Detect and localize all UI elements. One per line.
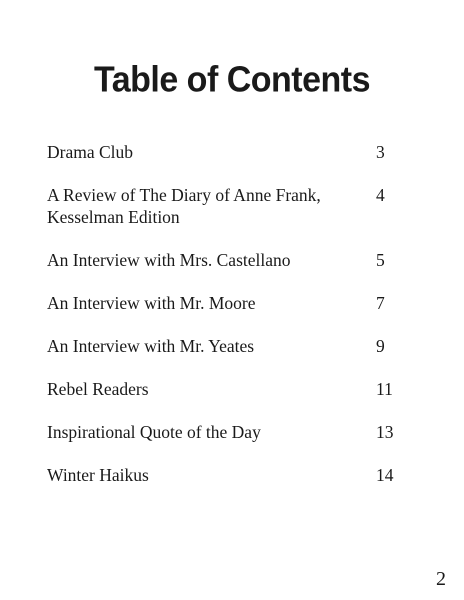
toc-entry-page: 9 bbox=[376, 336, 385, 356]
toc-entry-title: An Interview with Mr. Yeates bbox=[47, 336, 255, 356]
toc-entry bbox=[47, 184, 407, 228]
toc-entry bbox=[47, 141, 407, 163]
table-of-contents bbox=[47, 141, 407, 486]
toc-entry-page: 7 bbox=[376, 293, 385, 313]
toc-entry-page: 11 bbox=[376, 379, 393, 399]
toc-entry-title: Winter Haikus bbox=[47, 465, 149, 485]
toc-entry-page: 3 bbox=[376, 142, 385, 162]
toc-entry-title: Rebel Readers bbox=[47, 379, 149, 399]
toc-entry-title: An Interview with Mrs. Castellano bbox=[47, 250, 291, 270]
toc-entry-page: 5 bbox=[376, 250, 385, 270]
page-number: 2 bbox=[436, 568, 446, 590]
toc-entry bbox=[47, 464, 407, 486]
toc-entry-page: 14 bbox=[376, 465, 394, 485]
page-title: Table of Contents bbox=[93, 59, 371, 100]
toc-entry-title: An Interview with Mr. Moore bbox=[47, 293, 256, 313]
toc-entry-title: Drama Club bbox=[47, 142, 134, 162]
toc-entry-title: A Review of The Diary of Anne Frank, Kesselman Edition bbox=[47, 185, 321, 227]
toc-entry bbox=[47, 249, 407, 271]
toc-entry bbox=[47, 378, 407, 400]
toc-entry-page: 4 bbox=[376, 185, 385, 205]
toc-entry-title: Inspirational Quote of the Day bbox=[47, 422, 261, 442]
toc-entry bbox=[47, 421, 407, 443]
toc-entry bbox=[47, 292, 407, 314]
toc-entry bbox=[47, 335, 407, 357]
toc-entry-page: 13 bbox=[376, 422, 394, 442]
